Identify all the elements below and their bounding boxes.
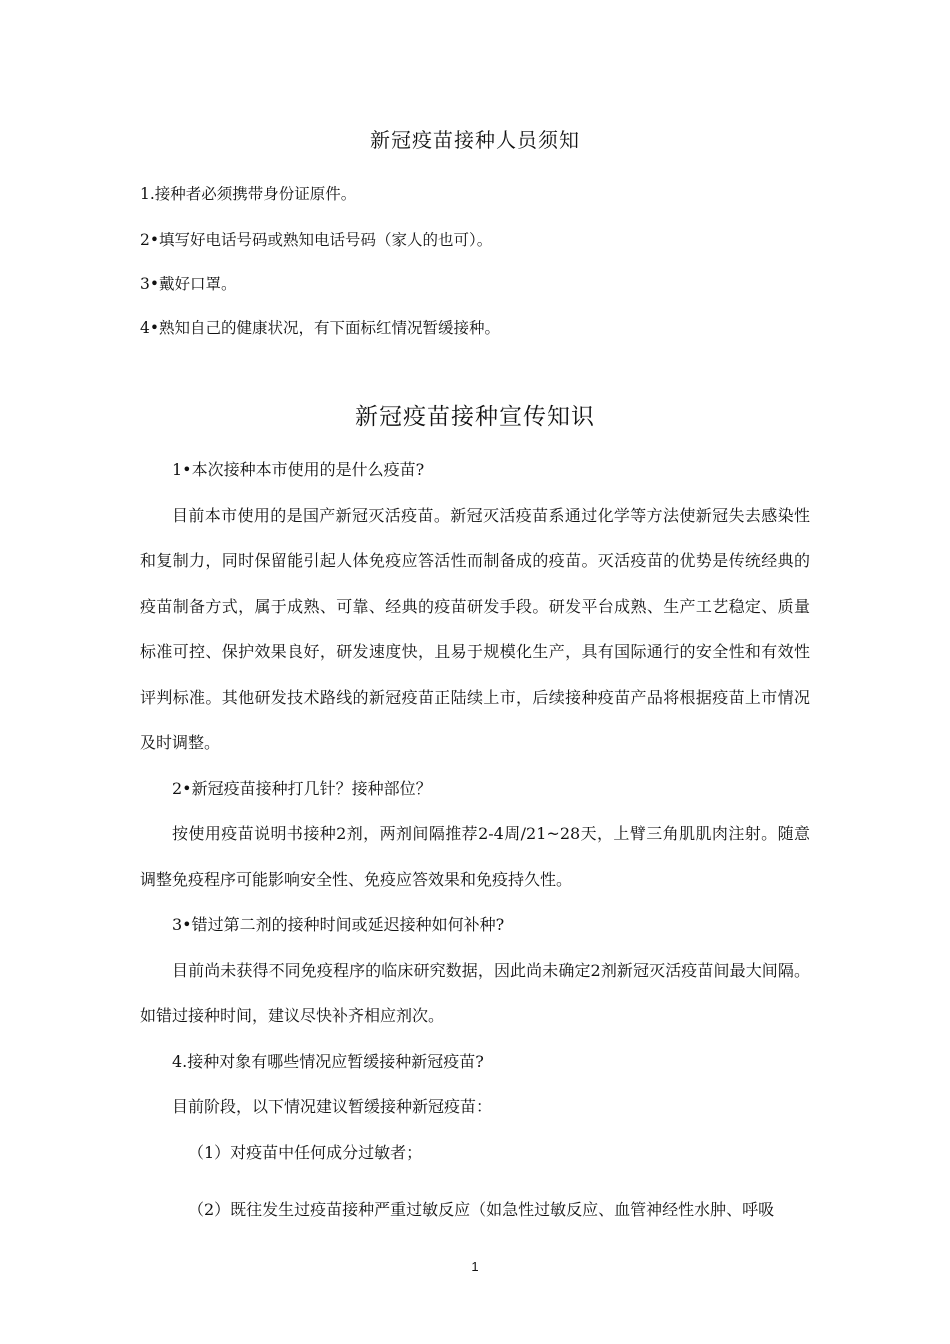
- notice-item-2: 2•填写好电话号码或熟知电话号码（家人的也可）。: [140, 231, 493, 249]
- question-2: 2•新冠疫苗接种打几针？接种部位？: [172, 778, 432, 798]
- knowledge-body: [140, 447, 810, 1233]
- question-4: 4.接种对象有哪些情况应暂缓接种新冠疫苗?: [172, 1051, 484, 1071]
- answer-4-item-2: （2）既往发生过疫苗接种严重过敏反应（如急性过敏反应、血管神经性水肿、呼吸: [188, 1200, 775, 1219]
- answer-1: 目前本市使用的是国产新冠灭活疫苗。新冠灭活疫苗系通过化学等方法使新冠失去感染性和复制力，同时保留能引起人体免疫应答活性而制备成的疫苗。灭活疫苗的优势是传统经典的疫苗制备方式，属于成熟、可靠、经典的疫苗研发手段。研发平台成熟、生产工艺稳定、质量标准可控、保护效果良好，研发速度快，且易于规模化生产，具有国际通行的安全性和有效性评判标准。其他研发技术路线的新冠疫苗正陆续上市，后续接种疫苗产品将根据疫苗上市情况及时调整。: [140, 505, 810, 752]
- page-number: 1: [471, 1259, 479, 1274]
- question-1: 1•本次接种本市使用的是什么疫苗?: [172, 460, 425, 479]
- question-3: 3•错过第二剂的接种时间或延迟接种如何补种?: [172, 915, 505, 934]
- notice-item-4: 4•熟知自己的健康状况，有下面标红情况暂缓接种。: [140, 319, 501, 337]
- answer-2: 按使用疫苗说明书接种2剂，两剂间隔推荐2-4周/21~28天，上臂三角肌肌肉注射。随意调整免疫程序可能影响安全性、免疫应答效果和免疫持久性。: [140, 824, 810, 889]
- notice-item-3: 3•戴好口罩。: [140, 275, 237, 293]
- knowledge-title: 新冠疫苗接种宣传知识: [355, 404, 595, 430]
- answer-4-item-1: （1）对疫苗中任何成分过敏者；: [188, 1142, 423, 1162]
- notice-item-1: 1.接种者必须携带身份证原件。: [140, 185, 357, 203]
- answer-4: 目前阶段，以下情况建议暂缓接种新冠疫苗：: [172, 1097, 493, 1116]
- answer-3: 目前尚未获得不同免疫程序的临床研究数据，因此尚未确定2剂新冠灭活疫苗间最大间隔。如错过接种时间，建议尽快补齐相应剂次。: [140, 960, 810, 1025]
- notice-title: 新冠疫苗接种人员须知: [370, 128, 580, 152]
